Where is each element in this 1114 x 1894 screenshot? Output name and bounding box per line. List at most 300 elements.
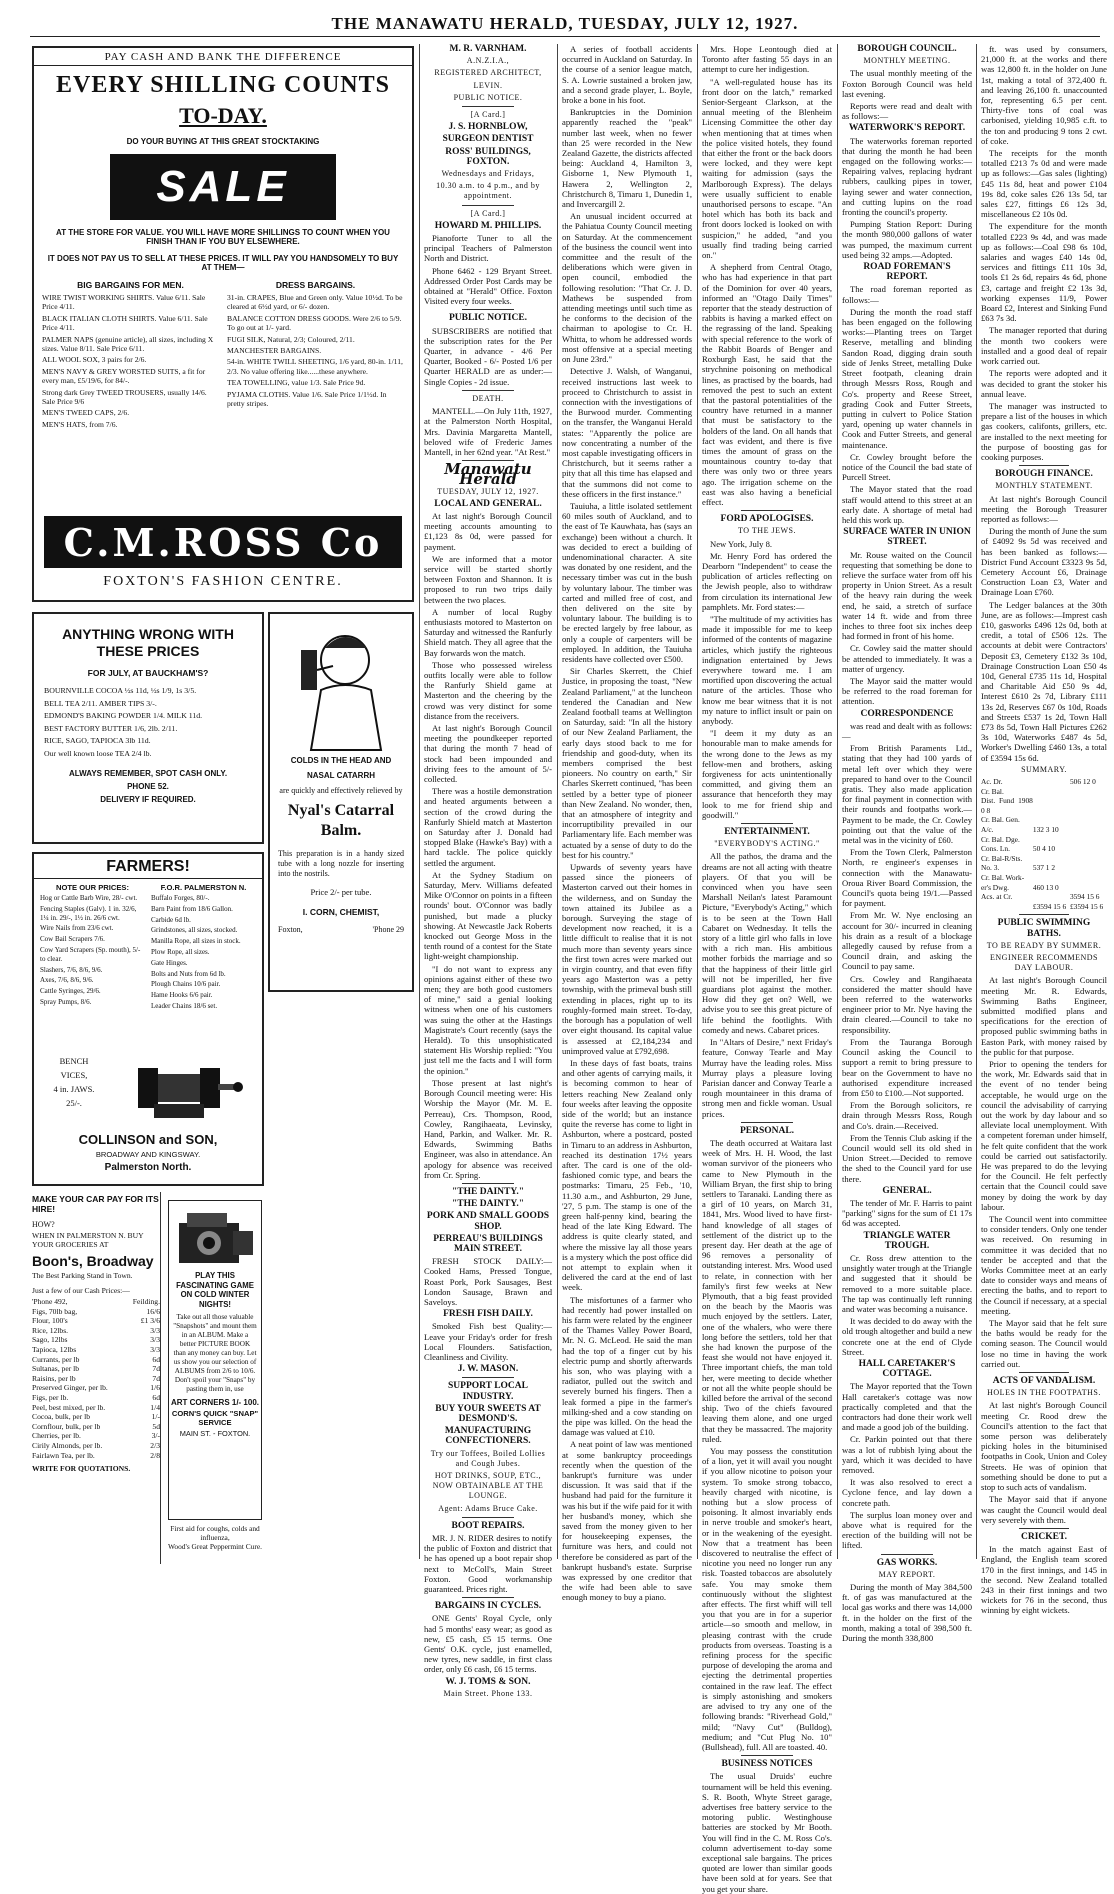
correspondence-paragraph: From British Paraments Ltd., stating that they had 100 yards of metal left over which they were prepared to hand over to the Council gratis. They also made application for final payment in connection with their rounds and footpaths work.—Payment to be made, the Cr. Cowley pointing out that the value of the metal was in the vicinity of £60. xyxy=(842,743,972,846)
boon-how: HOW? xyxy=(32,1220,55,1229)
varnham-card-line: M. R. VARNHAM. xyxy=(449,44,527,54)
separator-rule xyxy=(741,1122,793,1123)
local-news-paragraph: "I do not want to express any opinions against either of these two men; they are both good customers of mine," said a genial looking witness when one of his customers was suing the other at the Hastings Magistrate's Court recently (says the Herald). To this unsophisticated statement His Worship replied: "You just tell me the facts and I will form the opinion." xyxy=(424,963,552,1076)
collinson-right-item: Hame Hooks 6/6 pair. xyxy=(151,991,213,1000)
boon-price-item: Cocoa, bulk, per lb xyxy=(32,1412,90,1422)
personal-paragraph: You may possess the constitution of a lion, yet it will avail you nought if you allow nicotine to poison your system. To smoke strong tobacco, heavily charged with nicotine, is nothing but a slow process of poisoning. It almost invariably ends in nerve trouble and smoker's heart, or in the weakening of the eyesight. Now that a treatment has been discovered to neutralise the effect of nicotine you need no longer run any risk. Toasted tobaccos are absolutely safe. You may smoke them continuously without the slightest after effects. The first whiff will tell you that you are in for a superior article—so smooth and mellow, in pleasing contrast with the crude products from overseas. Toasting is a refining process for the specific purpose of developing the aroma and ejecting the detrimental properties contained in the raw leaf. The effect is simply astonishing and smokers are advised to try any one of the following brands: "Riverhead Gold," mild; "Navy Cut" (Bulldog), medium; and "Cut Plug No. 10" (Bullshead), full. All are toasted. 40. xyxy=(702,1446,832,1752)
finance-summary-row xyxy=(981,902,1107,912)
boon-price-item: Cherries, per lb. xyxy=(32,1431,81,1441)
separator-rule xyxy=(462,1377,513,1378)
news-paragraph: Detective J. Walsh, of Wanganui, received instructions last week to proceed to Christchurch to assist in connection with the investigations of the Burwood murder. Commenting on the transfer, the Wanganui Herald states: "Apparently the police are now concentrating a number of the most capable investigating officers in Christchurch, but it seems rather a pity that all this time has elapsed and that the summons did not come to these officers in the first instance." xyxy=(562,366,692,499)
boon-price-value: 1/- xyxy=(151,1412,160,1422)
council-paragraph: Reports were read and dealt with as follows:— xyxy=(842,101,972,122)
peppermint-notice xyxy=(168,1524,262,1551)
ross-headline: EVERY SHILLING COUNTS xyxy=(55,72,390,98)
finance-paragraph: At last night's Borough Council meeting the Borough Treasurer reported as follows:— xyxy=(981,493,1107,524)
column-4 xyxy=(702,44,832,1894)
nyal-body: This preparation is in a handy sized tube with a long nozzle for inserting into the nostrils. xyxy=(278,849,404,878)
nyal-advertisement xyxy=(268,612,414,992)
boon-line-2: The Best Parking Stand in Town. xyxy=(32,1271,133,1280)
local-news-paragraph: There was a hostile demonstration and heated arguments between a section of the crowd during the Ranfurly Shield match at Masterton on Saturday after J. Donald had stopped Blake (Hawke's Bay) with a hard tackle. The police quickly settled the argument. xyxy=(424,786,552,868)
vice-label-4: 25/-. xyxy=(66,1098,82,1108)
vandalism-paragraph: The Mayor said that if anyone was caught the Council would deal very severely with them. xyxy=(981,1494,1107,1525)
correspondence-paragraph: From the Town Clerk, Palmerston North, re engineer's expenses in connection with the Manawatu-Oroua River Board Commission, the Council's quota being 19/1.—Passed for payment. xyxy=(842,847,972,909)
swimming-baths-subheading: TO BE READY BY SUMMER. xyxy=(986,940,1102,950)
boon-price-item: Preserved Ginger, per lb. xyxy=(32,1383,108,1393)
desmond-ad-line: BUY YOUR SWEETS AT DESMOND'S. xyxy=(435,1403,541,1424)
hornblow-card-line: ROSS' BUILDINGS, FOXTON. xyxy=(445,146,531,167)
news-paragraph: "A well-regulated house has its front door on the latch," remarked Senior-Sergeant Clarkson, at the annual meeting of the Blenheim Licensing Committee the other day when mentioning that at times when the police visited hotels, they found that either the front or the back doors were locked, and they were kept waiting for admission (says the Marlborough Express). The delays were usually sufficient to enable unauthorised persons to escape. "An hotel which has both its back and front doors locked is looked on with suspicion," he added, "and you usually find trading being carried on." xyxy=(702,76,832,261)
summary-heading: SUMMARY. xyxy=(1021,764,1067,774)
summary-value-2 xyxy=(1070,796,1107,815)
boot-repairs-heading: BOOT REPAIRS. xyxy=(451,1520,525,1531)
boon-price-value: 7d xyxy=(152,1364,160,1374)
business-notices-body: The usual Druids' euchre tournament will be held this evening. S. R. Booth, Whyte Street garage, advertises free battery service to the motoring public. Westinghouse batteries are stocked by Mr Booth. You will find in the C. M. Ross Co's. column advertisement to-day some exceptional sale bargains. The prices quoted are lower than similar goods have been sold at for years. See that you get your share. xyxy=(702,1771,832,1894)
summary-value-2: £3594 15 6 xyxy=(1069,901,1104,911)
summary-value-2 xyxy=(1070,873,1107,883)
gas-works-paragraph: The reports were adopted and it was decided to grant the stoker his annual leave. xyxy=(981,368,1107,399)
hall-cottage-paragraph: The Mayor reported that the Town Hall caretaker's cottage was now practically completed and that the contractors had done their work well and made a good job of the building. xyxy=(842,1381,972,1433)
boon-price-item: Sultanas, per lb xyxy=(32,1364,80,1374)
phillips-name: HOWARD M. PHILLIPS. xyxy=(434,220,542,231)
may-report-subheading: MAY REPORT. xyxy=(878,1569,936,1579)
boon-price-value: 3/- xyxy=(151,1431,160,1441)
dress-bargain-item: TEA TOWELLING, value 1/3. Sale Price 9d. xyxy=(227,378,366,388)
note-prices-heading: NOTE OUR PRICES: xyxy=(56,883,129,892)
summary-value-1 xyxy=(1033,892,1070,902)
boon-price-item: Currants, per lb xyxy=(32,1354,80,1364)
ross-headline-2: TO-DAY. xyxy=(179,103,267,128)
summary-label xyxy=(981,902,1033,912)
summary-label: Cr. Bal-R/Sts. xyxy=(981,853,1023,863)
men-bargain-item: Strong dark Grey TWEED TROUSERS, usually 14/6. Sale Price 9/6 xyxy=(42,387,207,407)
ross-line-3: IT DOES NOT PAY US TO SELL AT THESE PRICES. IT WILL PAY YOU HANDSOMELY TO BUY AT THEM— xyxy=(47,254,399,272)
column-rule-2 xyxy=(557,44,558,1559)
personal-paragraph: The death occurred at Waitara last week of Mrs. H. H. Wood, the last woman survivor of the pioneers who came to New Plymouth in the William Bryan, the first ship to bring settlers to Taranaki. Landing there as a girl of 10 years, on March 31, 1841, Mrs. Wood lived to have first-hand knowledge of all stages of settlement of the district up to the present day. Her death at the age of 96 removes a personality of outstanding interest. Mrs. Wood used to relate, in connection with her family's first few weeks at New Plymouth, that a big feast provided on the beach by the Maoris was much enjoyed by the settlers. Later, one of the whalers, who were there long before the settlers, told her that she had known the purpose of the feast she would not have enjoyed it. Three important chiefs, the man told her, were meeting to decide whether or not all the white people should be killed before the arrival of the second ship. Two of the chiefs favoured leaving them alone, and one urged that they be massacred. The majority ruled. xyxy=(702,1137,832,1444)
varnham-card-line: LEVIN. xyxy=(473,80,503,90)
gas-works-paragraph: During the month of May 384,500 ft. of gas was manufactured at the local gas works and there was 14,000 ft. in the holder on the first of the month, making a total of 398,500 ft. During the month 338,800 xyxy=(842,1582,972,1644)
hall-cottage-paragraph: It was also resolved to erect a Cyclone fence, and lay down a concrete path. xyxy=(842,1477,972,1508)
boon-price-row xyxy=(32,1393,160,1403)
men-bargains-list xyxy=(42,293,219,429)
boon-price-row xyxy=(32,1374,160,1384)
news-paragraph: A shepherd from Central Otago, who has had experience in that part of the Dominion for over 40 years, informed an "Otago Daily Times" reporter that the steady destruction of rabbits is having a marked effect on the regrassing of the land. Speaking with special reference to the work of the Rabbit Boards of Benger and Roxburgh East, he said that the strychnine poisoning on methodical lines, as practised by the boards, had removed the pest to such an extent that the pastoral potentialities of the country have returned in a manner that must be satisfactory to the holders of the land. On all hands that fact was evident, and there is five times the amount of grass on the mountainous country to-day that there was only two or three years ago. The irrigation scheme on the east was also having a beneficial effect. xyxy=(702,262,832,507)
death-heading: DEATH. xyxy=(472,393,504,403)
death-notice: MANTELL.—On July 11th, 1927, at the Palmerston North Hospital, Mrs. Davinia Margaretta Mantell, beloved wife of Frederic James Mantell, in her 62nd year. "At Rest." xyxy=(424,406,552,457)
ross-advertisement xyxy=(32,46,414,602)
masthead: THE MANAWATU HERALD, TUESDAY, JULY 12, 1927. xyxy=(331,14,799,33)
collinson-name: COLLINSON and SON, xyxy=(78,1132,218,1147)
summary-value-1: £3594 15 6 xyxy=(1032,901,1067,911)
collinson-right-item: Buffalo Forges, 80/-. xyxy=(151,894,210,902)
surface-water-paragraph: Cr. Cowley said the matter should be attended to immediately. It was a matter of urgency. xyxy=(842,643,972,674)
column-6 xyxy=(981,44,1107,1616)
ross-tagline: FOXTON'S FASHION CENTRE. xyxy=(103,574,343,589)
dainty-ad-line: FRESH FISH DAILY. xyxy=(443,1309,533,1320)
camera-address: MAIN ST. - FOXTON. xyxy=(179,1429,251,1438)
finance-summary-row xyxy=(981,854,1107,864)
triangle-trough-paragraph: Cr. Ross drew attention to the unsightly water trough at the Triangle and suggested that it should be removed to a more suitable place. The tap was continually left running and water was becoming a nuisance. xyxy=(842,1252,972,1314)
separator-rule xyxy=(1019,1528,1069,1529)
summary-label: Acs. at Cr. xyxy=(981,892,1013,902)
hornblow-card-line: J. S. HORNBLOW, xyxy=(448,122,528,133)
news-paragraph: Bankruptcies in the Dominion apparently reached the "peak" number last week, when no fewer than 25 were recorded in the New Zealand Gazette, the districts affected being: Auckland 4, Hamilton 3, Gisborne 1, New Plymouth 1, Hawera 2, Wellington 2, Christchurch 8, Timaru 1, Dunedin 1, and Invercargill 2. xyxy=(562,107,692,210)
men-bargain-item: PALMER NAPS (genuine article), all sizes, including X sizes. Value 8/11. Sale Price 6/11. xyxy=(42,334,214,354)
hall-cottage-paragraph: Cr. Parkin pointed out that there was a lot of rubbish lying about the yard, which it was decided to have removed. xyxy=(842,1434,972,1476)
boon-price-item: Cirily Almonds, per lb. xyxy=(32,1440,103,1450)
for-palmerston-heading: F.O.R. PALMERSTON N. xyxy=(160,883,247,892)
ross-top-banner: PAY CASH AND BANK THE DIFFERENCE xyxy=(34,51,412,66)
summary-value-2: 506 12 0 xyxy=(1069,777,1096,787)
correspondence-paragraph: was read and dealt with as follows:— xyxy=(842,720,972,741)
column-rule-4 xyxy=(837,44,838,1559)
bauckham-price-item: BOURNVILLE COCOA ½s 11d, ½s 1/9, 1s 3/5. xyxy=(44,686,197,695)
desmond-ad-line: Agent: Adams Bruce Cake. xyxy=(438,1503,538,1513)
swimming-baths-paragraph: At last night's Borough Council meeting Mr. R. Edwards, Swimming Baths Engineer, submitted modified plans and specifications for the erection of proposed public swimming baths in Easton Park, with money raised by the public for that purpose. xyxy=(981,975,1107,1057)
finance-summary-row xyxy=(981,777,1107,787)
nyal-phone: 'Phone 29 xyxy=(372,925,404,934)
boon-price-value: £1 3/6 xyxy=(140,1316,160,1326)
separator-rule xyxy=(462,1597,513,1598)
summary-label: Cr. Bal. Work- xyxy=(981,872,1025,882)
dainty-ad-line: FRESH STOCK DAILY:—Cooked Hams, Pressed Tongue, Roast Pork, Pork Sausages, Best London Sausage, Brawn and Saveloys. xyxy=(424,1256,552,1307)
boon-price-value: 6d xyxy=(152,1354,160,1364)
dress-bargain-item: PYJAMA CLOTHS. Value 1/6. Sale Price 1/1½d. In pretty stripes. xyxy=(227,389,387,409)
summary-value-1 xyxy=(1033,787,1070,797)
hall-cottage-heading: HALL CARETAKER'S COTTAGE. xyxy=(858,1358,956,1380)
entertainment-paragraph: In "Altars of Desire," next Friday's feature, Conway Tearle and May Murray have the leading roles. Miss Murray plays a pleasure loving Parisian dancer and Conway Tearle a rough mountaineer in this drama of strong men and fickle woman. Usual prices. xyxy=(702,1037,832,1119)
bauckham-sub: FOR JULY, AT BAUCKHAM'S? xyxy=(87,668,209,678)
finance-summary-row xyxy=(981,844,1107,854)
dress-bargains-list xyxy=(227,293,404,408)
news-paragraph: Sir Charles Skerrett, the Chief Justice, in proposing the toast, "New Zealand Parliament," at the luncheon tendered the Canadian and New Zealand football teams at Wellington on Saturday, said: "In all the history of our New Zealand Parliament, the early days stood back to me for friendship and good-duty, when its members comprised the best pioneers. No country on earth," Sir Charles Skerrett continued, "has been settled by a better type of pioneer than New Zealand. No wonder, then, that an atmosphere of integrity and incorruptibility prevailed in our Parliamentary life. Each member was actuated by a sense of duty to do the best for his country." xyxy=(562,666,692,860)
bauckham-price-item: EDMOND'S BAKING POWDER 1/4. MILK 11d. xyxy=(44,711,203,720)
dainty-ad-line: PORK AND SMALL GOODS SHOP. xyxy=(426,1211,550,1232)
surface-water-paragraph: The Mayor said the matter would be referred to the road foreman for attention. xyxy=(842,675,972,707)
men-bargain-item: MEN'S TWEED CAPS, 2/6. xyxy=(42,408,130,418)
men-bargain-item: MEN'S HATS, from 7/6. xyxy=(42,419,118,429)
boon-price-row xyxy=(32,1412,160,1422)
peppermint-line-1: First aid for coughs, colds and influenza, xyxy=(170,1524,260,1542)
news-paragraph: An unusual incident occurred at the Pahiatua County Council meeting on Saturday. At the commencement of the business the council went into committee and the result of the deliberations which were given in open council, embodied the following resolution: "That Cr. J. D. Mathews be suspended from attending meetings until such time as he conforms to the decision of the chairman to apologise to Cr. H. Whitta, to whom he addressed words most offensive at a special meeting on June 23rd." xyxy=(562,211,692,365)
finance-summary-row xyxy=(981,815,1107,825)
separator-rule xyxy=(462,1183,513,1184)
summary-value-1 xyxy=(1033,796,1070,815)
general-paragraph: The tender of Mr. F. Harris to paint "parking" signs for the sum of £1 17s 6d was accepted. xyxy=(842,1197,972,1229)
swimming-baths-heading: PUBLIC SWIMMING BATHS. xyxy=(997,918,1091,939)
desmond-ad-line: SUPPORT LOCAL INDUSTRY. xyxy=(448,1381,528,1402)
hornblow-card-line: 10.30 a.m. to 4 p.m., and by appointment. xyxy=(436,181,540,201)
summary-value-1 xyxy=(1033,835,1070,845)
boon-price-item: Sago, 12lbs xyxy=(32,1335,68,1345)
summary-value-1 xyxy=(1033,815,1070,825)
separator-rule xyxy=(741,823,793,824)
surface-water-paragraph: Mr. Rouse waited on the Council requesting that something be done to relieve the surface water from off his property in Union Street. As a result of the heavy rain during the week end, he said, a stretch of surface water 14 ft. wide and from three inches to three foot six inches deep had formed in front of his home. xyxy=(842,549,972,642)
swimming-baths-paragraph: The Council went into committee to consider tenders. Only one tender was received. On resuming in committee it was decided that no tender be accepted and that the Works Committee meet at an early date to consider ways and means of erecting the baths, and to report to the Council if necessary, at a special meeting. xyxy=(981,1214,1107,1316)
column-2 xyxy=(424,44,552,1698)
nyal-town: Foxton, xyxy=(278,925,303,934)
separator-rule xyxy=(1019,914,1069,915)
dress-bargain-item: MANCHESTER BARGAINS. xyxy=(227,346,322,356)
road-foreman-paragraph: During the month the road staff has been engaged on the following works:—Planting trees on Target Reserve, metalling and blinding Sandon Road, digging drain south side of Jenks Street, metalling Duke Street footpath, cleaning drain through Messrs Ross, Rough and Co's. property and Reese Street, grading Cook and Futter Streets, putting in culvert to Police Station yard, opening up water channels in Cook and Futter Streets, and general maintenance. xyxy=(842,306,972,450)
road-foreman-heading: ROAD FOREMAN'S REPORT. xyxy=(863,262,951,283)
news-paragraph: Upwards of seventy years have passed since the pioneers of Masterton carved out their homes in the wilderness, and on Sunday the town attained its Jubilee as a borough. Surveying the stage of development now reached, it is a little difficult to realise that it is not much more than seventy years since the first town acres were marked out in virgin country, and that even fifty years ago Masterton was a petty township, with the primeval bush still extending in places, right up to its roughly-formed main street. To-day, the borough has a population of well over eight thousand. Its capital value is assessed at £2,184,234 and unimproved value at £792,698. xyxy=(562,862,692,1056)
boon-advertisement xyxy=(32,1192,161,1564)
summary-value-1 xyxy=(1033,873,1070,883)
card-label: [A Card.] xyxy=(470,110,506,120)
camera-body: Take out all those valuable "Snapshots" and mount them in an ALBUM. Make a better PICTURE BOOK than any money can buy. Let us show you our selection of ALBUMS from 2/6 to 10/6. Don't spoil your "Snaps" by pasting them in, use xyxy=(173,1313,257,1393)
collinson-right-item: Bolts and Nuts from 6d lb. xyxy=(151,969,226,978)
finance-summary-row xyxy=(981,835,1107,845)
boon-price-item: Raisins, per lb xyxy=(32,1373,76,1383)
vandalism-heading: ACTS OF VANDALISM. xyxy=(992,1376,1096,1387)
summary-value-1: 132 3 10 xyxy=(1032,824,1059,834)
collinson-left-item: Hog or Cattle Barb Wire, 28/- cwt. xyxy=(40,894,138,902)
camera-name-2: CORN'S QUICK "SNAP" SERVICE xyxy=(171,1409,259,1427)
column-rule-3 xyxy=(697,44,698,1559)
business-notices-heading: BUSINESS NOTICES xyxy=(721,1759,813,1770)
collinson-left-item: Slashers, 7/6, 8/6, 9/6. xyxy=(40,965,103,974)
summary-label: Cr. Bal. Dge. xyxy=(981,834,1020,844)
local-news-paragraph: At last night's Borough Council meeting the poundkeeper reported that during the month 7 head of stock had been impounded and driving fees to the amount of 5/- collected. xyxy=(424,722,552,784)
boon-price-item: Figs, per lb. xyxy=(32,1392,69,1402)
dress-bargain-item: BALANCE COTTON DRESS GOODS. Were 2/6 to 5/9. To go out at 1/- yard. xyxy=(227,313,402,333)
local-news-paragraph: A number of local Rugby enthusiasts motored to Masterton on Saturday and witnessed the Ranfurly Shield match. They all agree that the Bay forwards won the match. xyxy=(424,606,552,658)
desmond-ad-line: HOT DRINKS, SOUP, ETC., NOW OBTAINABLE AT THE LOUNGE. xyxy=(432,1471,544,1501)
boon-price-row xyxy=(32,1326,160,1336)
boon-price-row xyxy=(32,1431,160,1441)
boon-price-row xyxy=(32,1316,160,1326)
column-5 xyxy=(842,44,972,1644)
finance-summary-row xyxy=(981,892,1107,902)
correspondence-paragraph: From the Tennis Club asking if the Council would sell its old shed in Union Street.—Decided to remove the shed to the Council yard for use there. xyxy=(842,1132,972,1184)
swimming-baths-subheading-2: ENGINEER RECOMMENDS DAY LABOUR. xyxy=(990,952,1098,973)
bauckham-price-item: BEST FACTORY BUTTER 1/6, 2lb. 2/11. xyxy=(44,723,178,733)
borough-finance-heading: BOROUGH FINANCE. xyxy=(995,469,1093,480)
dress-bargain-item: FUGI SILK, Natural, 2/3; Coloured, 2/11. xyxy=(227,334,355,344)
cycles-body: ONE Gents' Royal Cycle, only had 5 months' easy wear; as good as new, £5 cash, £5 15 terms. One Gents' O.K. cycle, just enamelled, new tyres, new saddle, in first class order, only £6 cash, £6 15 terms. xyxy=(424,1613,552,1675)
vice-label-2: VICES, xyxy=(60,1070,88,1080)
waterworks-paragraph: Pumping Station Report: During the month 980,000 gallons of water was pumped, the maximum current used being 32 amps.—Adopted. xyxy=(842,219,972,260)
road-foreman-paragraph: The Mayor stated that the road staff would attend to this street at an early date. A shortage of metal had held this work up. xyxy=(842,484,972,525)
bauckham-headline: ANYTHING WRONG WITH THESE PRICES xyxy=(62,626,234,659)
nyal-name: Nyal's Catarral Balm. xyxy=(287,802,395,839)
triangle-trough-paragraph: It was decided to do away with the old trough altogether and build a new concrete one at the end of Clyde Street. xyxy=(842,1316,972,1357)
local-news-paragraph: At last night's Borough Council meeting accounts amounting to £1,123 8s 0d, were passed for payment. xyxy=(424,510,552,552)
men-bargain-item: WIRE TWIST WORKING SHIRTS. Value 6/11. Sale Price 4/11. xyxy=(42,293,206,312)
separator-rule xyxy=(1019,1372,1069,1373)
dress-bargains-heading: DRESS BARGAINS. xyxy=(275,280,356,290)
men-bargain-item: MEN'S NAVY & GREY WORSTED SUITS, a fit for every man, £5/19/6, for 84/-. xyxy=(42,366,206,386)
dainty-ad-line: Smoked Fish best Quality:—Leave your Friday's order for fresh Local Flounders. Satisfaction, Cleanliness and Civility. xyxy=(424,1321,552,1362)
phillips-line: Pianoforte Tuner to all the principal Teachers of Palmerston North and District. xyxy=(424,233,552,264)
swimming-baths-paragraph: The Mayor said that he felt sure the baths would be ready for the coming season. The Council would lose no time in having the work carried out. xyxy=(981,1318,1107,1369)
men-bargain-item: ALL WOOL SOX, 3 pairs for 2/6. xyxy=(42,355,147,365)
entertainment-paragraph: All the pathos, the drama and the dreams are not all acting with theatre players. Of that you will be convinced when you have seen Marshall Neilan's latest Paramount Picture, "Everybody's Acting," which is to be seen at the Town Hall Cabaret on Wednesday. It tells the story of a little girl who falls in love with a rich man. His ambitious mother forbids the marriage and so that the happiness of their little girl will not be imperilled, her five guardians plot against the mother. How did they get on? Well, we advise you to see this great picture of life behind the footlights. With comedy and news. Cabaret prices. xyxy=(702,851,832,1035)
waterworks-paragraph: The waterworks foreman reported that during the month he had been engaged on the following works:—Repairing valves, replacing hydrant rubbers, caulking pipes in tower, laying sewer and water connection, and cutting lupins on the road fronting the council's property. xyxy=(842,135,972,218)
boon-price-row xyxy=(32,1297,160,1307)
finance-summary-row xyxy=(981,787,1107,797)
ross-brand-text: C.M.ROSS Co xyxy=(63,519,383,565)
boon-price-value: Feilding. xyxy=(132,1297,160,1306)
boon-name: Boon's, Broadway xyxy=(32,1253,154,1269)
sale-text: SALE xyxy=(156,162,290,211)
summary-label: Ac. Dr. xyxy=(981,777,1003,787)
column-3 xyxy=(562,44,692,1603)
collinson-right-item: Barn Paint from 18/6 Gallon. xyxy=(151,904,233,913)
summary-label: Cr. Bal. xyxy=(981,786,1004,796)
local-and-general-heading: LOCAL AND GENERAL. xyxy=(434,498,542,509)
peppermint-line-2: Wood's Great Peppermint Cure. xyxy=(168,1542,262,1551)
gas-works-heading: GAS WORKS. xyxy=(876,1557,938,1568)
camera-icon xyxy=(173,1207,257,1267)
nyal-line-3: are quickly and effectively relieved by xyxy=(279,786,403,795)
boon-price-value: 7d xyxy=(152,1373,160,1383)
collinson-left-item: Cow Yard Scrapers (Sp. mouth), 5/- to clear. xyxy=(40,945,141,963)
phillips-line: Phone 6462 - 129 Bryant Street. Addressed Order Post Cards may be obtained at "Herald" Office. Foxton Visited every four weeks. xyxy=(424,265,552,307)
local-news-paragraph: Those who possessed wireless outfits locally were able to follow the Ranfurly Shield game at Masterton and the cheering by the crowd was very distinct for some distance from the receivers. xyxy=(424,659,552,721)
boon-price-value: 6d xyxy=(152,1392,160,1402)
boon-price-row xyxy=(32,1451,160,1461)
men-bargains-heading: BIG BARGAINS FOR MEN. xyxy=(77,280,184,290)
dainty-ad-line: PERREAU'S BUILDINGS MAIN STREET. xyxy=(433,1233,543,1254)
collinson-left-list xyxy=(40,894,145,1007)
cycles-seller: W. J. TOMS & SON. xyxy=(445,1676,531,1687)
road-foreman-paragraph: Cr. Cowley brought before the notice of the Council the bad state of Purcell Street. xyxy=(842,451,972,483)
gas-works-paragraph: The receipts for the month totalled £213 7s 0d and were made up as follows:—Gas sales (lighting) £45 11s 8d, heat and power £104 19s 8d, coke sales £26 13s 5d, tar sales £27, fittings £6 12s 3d, miscellaneous £2 10s 0d. xyxy=(981,148,1107,220)
summary-value-2: 3594 15 6 xyxy=(1069,892,1100,902)
news-paragraph: In these days of fast boats, trains and other agents of carrying mails, it is becoming common to hear of letters reaching New Zealand only four weeks after leaving the opposite side of the world; but an instance quite the reverse has come to light in Ashburton, where a postcard, posted in Timaru to an address in Ashburton, reached its destination 17½ years after. The card is one of the old-fashioned comic type, and bears the postmarks: Timaru, 25 Feb., '10, 11.30 a.m., and Ashburton, 29 June, '27, 5 p.m. The stamp is one of the green half-penny kind, bearing the head of the late King Edward. The address is quite clearly stated, and where the missive lay all those years is a mystery which the post office did not attempt to explain when it delivered the card at the end of last week. xyxy=(562,1057,692,1293)
collinson-town: Palmerston North. xyxy=(104,1162,192,1173)
general-heading: GENERAL. xyxy=(882,1185,932,1196)
monthly-meeting-subheading: MONTHLY MEETING. xyxy=(863,56,951,66)
vice-label-3: 4 in. JAWS. xyxy=(53,1084,95,1094)
summary-value-2 xyxy=(1070,844,1107,854)
nyal-line-2: NASAL CATARRH xyxy=(307,771,375,780)
summary-value-1: 50 4 10 xyxy=(1032,844,1056,854)
vandalism-paragraph: At last night's Borough Council meeting Cr. Rood drew the Council's attention to the fact that some person was deliberately picking holes in the bituminised footpaths in Cook, Union and Coley Streets. He was of opinion that something should be done to put a stop to such acts of vandalism. xyxy=(981,1400,1107,1493)
collinson-right-item: Plough Chains 10/6 pair. xyxy=(151,980,221,989)
boon-price-value: 2/3 xyxy=(150,1440,160,1450)
boon-price-item: 'Phone 492, xyxy=(32,1297,68,1306)
boon-price-value: 16/6 xyxy=(146,1306,160,1316)
summary-label: er's Dwg. xyxy=(981,882,1010,892)
boon-price-item: Tapioca, 12lbs xyxy=(32,1344,77,1354)
gas-works-paragraph: The manager reported that during the month two cookers were installed and a good deal of repair work carried out. xyxy=(981,325,1107,367)
bench-vice-icon xyxy=(134,1054,244,1124)
dress-bargain-item: 31-in. CRAPES, Blue and Green only. Value 10½d. To be cleared at 6½d yard, or 6/- dozen. xyxy=(227,293,403,312)
summary-value-2 xyxy=(1070,863,1107,873)
news-paragraph: A series of football accidents occurred in Auckland on Saturday. In the course of a senior league match, S. A. Lowrie sustained a broken jaw, and a second grade player, L. Boyle, broke a bone in his foot. xyxy=(562,44,692,106)
hornblow-card-line: Wednesdays and Fridays, xyxy=(441,169,535,179)
collinson-left-item: Cow Bail Scrapers 7/6. xyxy=(40,935,105,944)
finance-summary-row xyxy=(981,873,1107,883)
bauckham-price-list xyxy=(44,686,252,759)
dainty-ad-line: J. W. MASON. xyxy=(457,1364,519,1375)
news-paragraph: A neat point of law was mentioned at some bankruptcy proceedings recently when the question of the bankrupt's furniture was under discussion. It was said that if the husband had paid for the furniture it was his but if the wife paid for it with her husband's money, which she saved from the money given to her for housekeeping expenses, the furniture was hers, and could not therefore be considered as part of the bankrupt husband's estate. Surprise was expressed by one creditor that the wife had been able to save enough money to buy a piano. xyxy=(562,1439,692,1603)
separator-rule xyxy=(881,1554,933,1555)
separator-rule xyxy=(462,205,513,206)
collinson-right-item: Leader Chains 18/6 set. xyxy=(151,1001,218,1010)
correspondence-paragraph: From the Tauranga Borough Council asking the Council to support a remit to bring pressure to bear on the Government to have no authorised expenditure increased from £50 to £100.—Not supported. xyxy=(842,1036,972,1098)
collinson-left-item: Fencing Staples (Galv). 1 in. 32/6, 1¼ in. 29/-, 1½ in. 26/6 cwt. xyxy=(40,904,137,922)
collinson-advertisement xyxy=(32,852,264,1186)
local-news-paragraph: Those present at last night's Borough Council meeting were: His Worship the Mayor (Mr. M. E. Perreau), Crs. Thompson, Rood, Cowley, Rangihaeata, Levinsky, Hand, Parkin, and Walker. Mr. R. Edwards, Swimming Baths Engineer, was also in attendance. An apology for absence was received from Cr. Spring. xyxy=(424,1077,552,1180)
vice-label-1: BENCH xyxy=(59,1056,89,1066)
boon-line-1: WHEN IN PALMERSTON N. BUY YOUR GROCERIES AT xyxy=(32,1231,144,1249)
boon-price-value: 3/3 xyxy=(150,1344,160,1354)
dainty-ad-line: "THE DAINTY." xyxy=(452,1186,524,1197)
separator-rule xyxy=(462,106,513,107)
camera-name: ART CORNERS 1/- 100. xyxy=(170,1398,260,1407)
varnham-card-line: A.N.Z.I.A., xyxy=(466,56,510,66)
cricket-paragraph: In the match against East of England, the English team scored 170 in the first innings, and 145 in the second. New Zealand totalled 243 in their first innings and two wickets for 76 in the second, thus winning by eight wickets. xyxy=(981,1544,1107,1616)
man-with-tube-illustration-icon xyxy=(281,620,401,750)
finance-summary-row xyxy=(981,825,1107,835)
bauckham-foot-3: DELIVERY IF REQUIRED. xyxy=(100,795,196,804)
summary-value-1 xyxy=(1033,777,1070,787)
boon-price-item: Peel, best mixed, per lb. xyxy=(32,1402,106,1412)
collinson-right-item: Plow Rope, all sizes. xyxy=(151,947,210,956)
issue-date: TUESDAY, JULY 12, 1927. xyxy=(437,486,539,496)
camera-advertisement xyxy=(168,1200,262,1520)
gas-works-paragraph: The expenditure for the month totalled £223 9s 4d, and was made up as follows:—Coal £98 6s 10d, salaries and wages £40 14s 0d, services and fittings £11 10s 3d, tools £1 2s 6d, repairs 4s 6d, phone £3, cartage and freight £2 13s 3d, working expenses 11/9, Power Board £2, Interest and Sinking Fund £63 7s 3d. xyxy=(981,221,1107,324)
ford-heading: FORD APOLOGISES. xyxy=(720,514,814,525)
dress-bargain-item: 54-in. WHITE TWILL SHEETING, 1/6 yard, 80-in. 1/11, 2/3. No value offering like......these anywhere. xyxy=(227,357,403,376)
summary-value-2 xyxy=(1070,787,1107,797)
collinson-right-item: Carbide 6d lb. xyxy=(151,915,191,924)
ford-paragraph: New York, July 8. xyxy=(710,538,773,549)
varnham-card-line: PUBLIC NOTICE. xyxy=(453,92,523,102)
summary-label: Cr. Bal. Gen. xyxy=(981,815,1020,825)
summary-value-2 xyxy=(1070,883,1107,893)
desmond-ad-line: Try our Toffees, Boiled Lollies and Cough Jubes. xyxy=(430,1448,546,1468)
collinson-left-item: Cattle Syringes, 29/6. xyxy=(40,987,101,996)
hornblow-card-line: SURGEON DENTIST xyxy=(442,134,534,145)
farmers-headline: FARMERS! xyxy=(34,858,262,879)
summary-value-1 xyxy=(1033,854,1070,864)
gas-works-paragraph: ft. was used by consumers, 21,000 ft. at the works and there was 12,800 ft. in the holder on June 1st, making a total of 372,400 ft. and leaving 26,100 ft. unaccounted for, representing 6.5 per cent. Thirty-five tons of coal was carbonised, yielding 10,985 c.ft. to the ton and producing 9 tons 2 cwt. of coke. xyxy=(981,44,1107,146)
men-bargain-item: BLACK ITALIAN CLOTH SHIRTS. Value 6/11. Sale Price 4/11. xyxy=(42,313,208,333)
bauckham-advertisement xyxy=(32,612,264,844)
ford-paragraph: "The multitude of my activities has made it impossible for me to keep informed of the contents of magazine articles, which justify the righteous indignation entertained by Jews everywhere toward me. I am mortified upon discovering the actual nature of the articles. Those who know me bear witness that it is not my nature to inflict insult or pain on anybody. xyxy=(702,613,832,726)
separator-rule xyxy=(1019,465,1069,466)
summary-label: No. 3. xyxy=(981,863,1000,873)
finance-paragraph: The Ledger balances at the 30th June, are as follows:—Imprest cash £10, gasworks £496 12s 0d, both at credit, a total of £506 12s. The accounts at debit were Contractors' Deposit £3, Cemetery £132 3s 10d, Drainage Construction Loan £50 4s 10d, General £735 11s 1d, Hospital and Charitable Aid £50 9s 4d, Interest £610 2s 7d, Library £111 13s 2d, Reserves £67 0s 10d, Roads and Streets £537 1s 2d, Town Hall £73 8s 5d, Town Hall Pictures £262 3s 10d, Waterworks £487 4s 5d, Worker's Dwelling £460 13s, a total of £3594 15s 6d. xyxy=(981,599,1107,763)
boon-price-row xyxy=(32,1335,160,1345)
collinson-address: BROADWAY AND KINGSWAY. xyxy=(95,1150,201,1159)
summary-label: Cons. Ln. xyxy=(981,844,1010,854)
boon-price-row xyxy=(32,1441,160,1451)
finance-summary-row xyxy=(981,863,1107,873)
ross-brand-banner xyxy=(44,516,402,568)
cycles-heading: BARGAINS IN CYCLES. xyxy=(434,1601,542,1612)
collinson-right-list xyxy=(151,894,256,1011)
surface-water-heading: SURFACE WATER IN UNION STREET. xyxy=(843,527,971,548)
card-label: [A Card.] xyxy=(470,208,506,218)
local-news-paragraph: At the Sydney Stadium on Saturday, Merv. Williams defeated Mike O'Connor on points in a fifteen rounds' bout. O'Connor was badly punished, but made a plucky showing. At Newcastle Jack Roberts knocked out George Moss in the tenth round of a contest for the State light-weight championship. xyxy=(424,869,552,962)
collinson-right-item: Manilla Rope, all sizes in stock. xyxy=(151,937,241,946)
summary-value-2 xyxy=(1070,835,1107,845)
collinson-left-item: Axes, 7/6, 8/6, 9/6. xyxy=(40,976,94,985)
correspondence-heading: CORRESPONDENCE xyxy=(860,708,954,719)
boon-price-row xyxy=(32,1364,160,1374)
boon-price-row xyxy=(32,1345,160,1355)
news-paragraph: The misfortunes of a farmer who had recently had power installed on his farm were related by the engineer of the Thames Valley Power Board, Mr. N. G. McLeod. He said the man had the top of a finger cut by his electric pump and shortly afterwards his son, who was playing with a radiator, pulled out the switch and severely burned his fingers. Then a leak formed a pipe in the farmer's milking-shed and a cow standing on the pipe was killed. On the head the damage was valued at £10. xyxy=(562,1294,692,1438)
ross-line-2: AT THE STORE FOR VALUE. YOU WILL HAVE MORE SHILLINGS TO COUNT WHEN YOU FINISH THAN IF YOU BUY ELSEWHERE. xyxy=(56,228,390,246)
boon-price-item: Rice, 12lbs. xyxy=(32,1325,69,1335)
local-news-paragraph: We are informed that a motor service will be started shortly between Foxton and Shannon. It is proposed to run two trips daily between the two places. xyxy=(424,553,552,605)
